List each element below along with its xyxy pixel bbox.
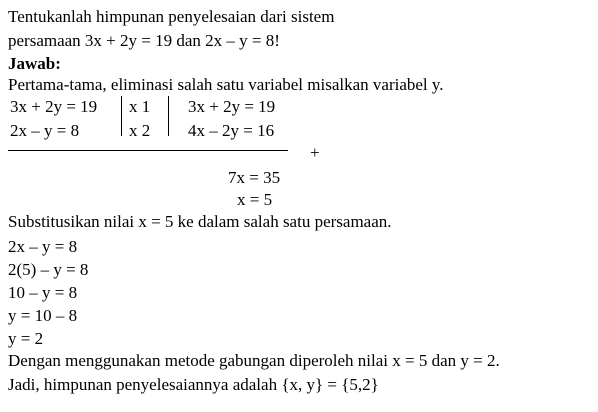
step-2: 2(5) – y = 8	[8, 260, 89, 279]
step-1: 2x – y = 8	[8, 237, 78, 256]
multiplier-2: x 2	[129, 121, 151, 140]
multiplier-1: x 1	[129, 97, 151, 116]
substitution-intro: Substitusikan nilai x = 5 ke dalam salah satu persamaan.	[8, 212, 392, 231]
step-5: y = 2	[8, 329, 44, 348]
multiplier-divider-right	[168, 96, 169, 136]
step-4: y = 10 – 8	[8, 306, 78, 325]
step-3: 10 – y = 8	[8, 283, 78, 302]
eq-right-1: 3x + 2y = 19	[188, 97, 276, 116]
intro-text: Pertama-tama, eliminasi salah satu variabel misalkan variabel y.	[8, 75, 444, 94]
result-line-2: x = 5	[237, 190, 273, 209]
problem-line-1: Tentukanlah himpunan penyelesaian dari sistem	[8, 7, 335, 26]
plus-operator: +	[310, 143, 320, 162]
eq-right-2: 4x – 2y = 16	[188, 121, 275, 140]
eq-left-2: 2x – y = 8	[10, 121, 80, 140]
conclusion-text: Dengan menggunakan metode gabungan diperoleh nilai x = 5 dan y = 2.	[8, 351, 500, 370]
problem-line-2: persamaan 3x + 2y = 19 dan 2x – y = 8!	[8, 31, 280, 50]
final-answer: Jadi, himpunan penyelesaiannya adalah {x, y} = {5,2}	[8, 375, 379, 394]
answer-heading: Jawab:	[8, 54, 61, 73]
multiplier-divider-left	[121, 96, 122, 136]
result-line-1: 7x = 35	[228, 168, 281, 187]
eq-left-1: 3x + 2y = 19	[10, 97, 98, 116]
sum-line	[8, 150, 288, 151]
